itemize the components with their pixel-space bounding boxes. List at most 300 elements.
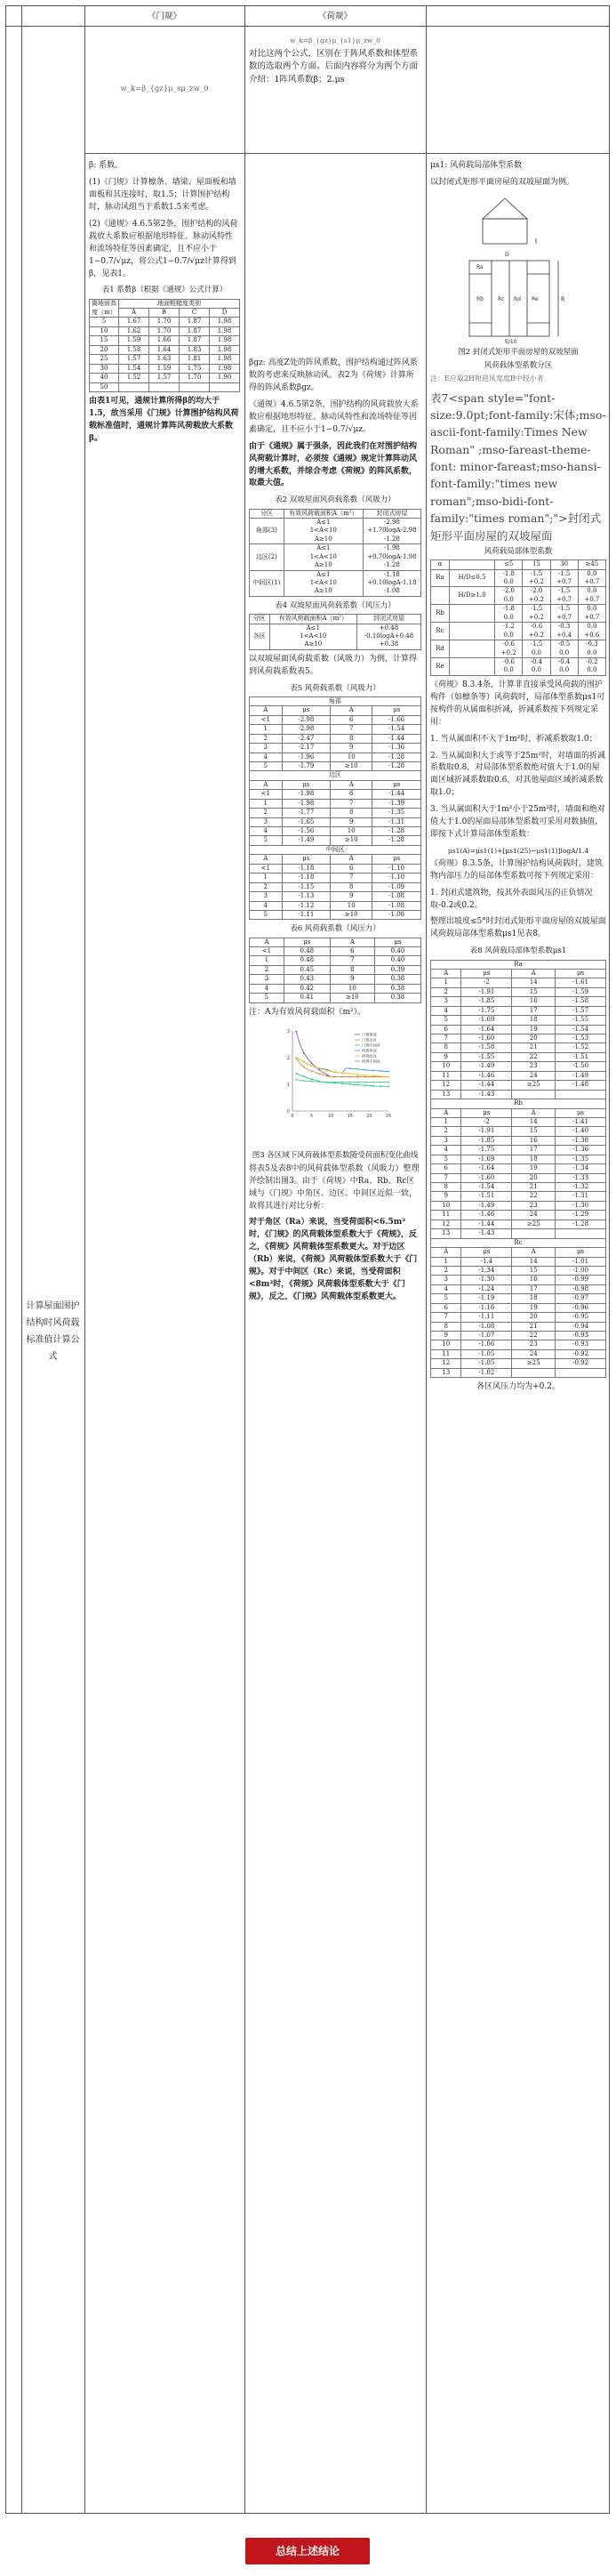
table5-cell: -1.39: [372, 799, 421, 808]
table3-cell: +0.48 -0.10logA+0.48 +0.38: [356, 624, 420, 649]
table5-cell: -1.10: [372, 864, 421, 873]
series-point: [372, 1081, 374, 1083]
table5-cell: 5: [250, 836, 283, 845]
table2-cell: 角部(3): [250, 518, 284, 543]
table8-row: [431, 1266, 606, 1275]
table8-cell: 9: [431, 1052, 461, 1061]
table1-cell: [149, 382, 180, 391]
table8-section-title: Rb: [431, 1099, 606, 1108]
table8-cell: 22: [512, 1332, 556, 1340]
table2-cell: 中间区(1): [250, 570, 284, 596]
table8-cell: 7: [431, 1034, 461, 1043]
table8: [430, 960, 606, 1379]
right-p3: 《荷规》8.3.4条，计算非直接承受风荷载的围护构件（如檩条等）风荷载时，局部体型系数μs1可按构件的从属面积折减，折减系数按下列规定采用：: [430, 680, 605, 727]
raw-markup-text: 表7<span style="font-size:9.0pt;font-family:宋体;mso-ascii-font-family:Times New Roman" ;mso-fareast-theme-font: minor-fareast;mso-hansi-font-family:"times new roman";mso-bidi-font-family:"times roman";">封闭式矩形平面房屋的双坡屋面: [430, 390, 606, 543]
table8-cell: 23: [512, 1340, 556, 1349]
table5-row: [250, 761, 421, 770]
table2-cell: -2.98 +1.70logA-2.98 -1.28: [363, 518, 420, 543]
table5-col-header: A: [250, 706, 283, 715]
table8-cell: -1.24: [461, 1284, 512, 1293]
table8-cell: ≥25: [512, 1359, 556, 1368]
table8-cell: 13: [431, 1090, 461, 1099]
table8-cell: 18: [512, 1155, 556, 1163]
table1-row: [90, 336, 240, 345]
table1-row: [90, 326, 240, 335]
table5-cell: <1: [250, 790, 283, 799]
series-point: [380, 1075, 381, 1077]
table7-col-header: ≤5: [495, 560, 523, 569]
table8-cell: 17: [512, 1284, 556, 1293]
table2-col-header: 有效风荷载面积A（m²）: [284, 509, 363, 518]
table1-cell: 1.98: [210, 336, 240, 345]
table5-section-title: 中间区: [250, 845, 421, 854]
table8-cell: -1.07: [461, 1332, 512, 1340]
table5-row: [250, 753, 421, 761]
right-p4a: 1. 封闭式建筑物，按其外表面风压的正负情况取-0.2或0.2。: [430, 888, 593, 910]
table6-cell: <1: [250, 947, 284, 956]
table8-section-title: Ra: [431, 960, 606, 969]
table7-cell: [431, 587, 450, 605]
table8-cell: -1.59: [556, 987, 606, 996]
table7-cell: -1.5 +0.7: [550, 569, 578, 587]
table2-row: [250, 544, 421, 570]
table5-section-title: 边区: [250, 771, 421, 780]
table6-cell: 3: [250, 975, 284, 984]
table8-cell: 10: [431, 1062, 461, 1071]
table1-cell: 1.66: [149, 336, 180, 345]
table6-cell: 9: [330, 975, 374, 984]
table8-cell: -1.69: [461, 1155, 512, 1163]
table8-row: [431, 1183, 606, 1192]
series-point: [349, 1081, 351, 1083]
table5-cell: <1: [250, 715, 283, 724]
men-column: [84, 157, 244, 453]
table8-cell: -1.91: [461, 987, 512, 996]
series-point: [303, 1066, 305, 1067]
table8-cell: 17: [512, 1146, 556, 1155]
table5-cell: 8: [331, 809, 372, 817]
table1-row: [90, 355, 240, 364]
x-tick-label: 5: [310, 1113, 314, 1119]
table7-cell: Rc: [431, 623, 450, 640]
table7-col-header: α: [431, 560, 450, 569]
table8-cell: -1.40: [556, 1127, 606, 1136]
table8-cell: 19: [512, 1303, 556, 1312]
table2-cell: A≤1 1<A<10 A≥10: [284, 570, 363, 596]
series-point: [311, 1065, 313, 1067]
header-col-men: 《门规》: [147, 12, 181, 21]
table8-col-header: μs: [556, 1248, 606, 1257]
table8-cell: 16: [512, 997, 556, 1006]
series-point: [388, 1085, 389, 1087]
table8-cell: 2: [431, 1127, 461, 1136]
table7: [430, 559, 606, 676]
table1-cell: 40: [90, 374, 119, 382]
table8-cell: -1.35: [556, 1155, 606, 1163]
table8-cell: 12: [431, 1359, 461, 1368]
table5-cell: -1.09: [372, 882, 421, 891]
table8-row: [431, 1052, 606, 1061]
table1-cell: 1.98: [210, 355, 240, 364]
table7-cell: -1.5 +0.7: [550, 605, 578, 623]
series-point: [364, 1081, 366, 1083]
table8-row: [431, 1062, 606, 1071]
formula-interp: μs1(A)=μs1(1)+[μs1(25)−μs1(1)]logA/1.4: [447, 847, 589, 856]
table6-cell: 2: [250, 965, 284, 974]
table8-cell: 12: [431, 1081, 461, 1090]
table1-cell: 1.54: [119, 364, 149, 373]
table8-cell: ≥25: [512, 1220, 556, 1228]
table6-cell: 10: [330, 984, 374, 993]
table8-cell: 14: [512, 1257, 556, 1266]
series-point: [357, 1068, 359, 1070]
table1-cell: 20: [90, 345, 119, 354]
series-point: [303, 1060, 305, 1062]
table8-row: [431, 1043, 606, 1052]
table8-cell: 11: [431, 1211, 461, 1220]
table5-cell: -1.13: [282, 892, 331, 901]
series-point: [326, 1069, 328, 1071]
table5-cell: ≥10: [331, 910, 372, 919]
table8-cell: -1.05: [461, 1349, 512, 1358]
table8-row: [431, 1146, 606, 1155]
series-point: [357, 1075, 359, 1077]
table8-row: [431, 1303, 606, 1312]
table8-cell: -1.61: [556, 978, 606, 987]
table8-cell: 11: [431, 1071, 461, 1080]
table8-cell: 4: [431, 1146, 461, 1155]
table5-cell: 4: [250, 901, 283, 910]
table6-cell: 1: [250, 956, 284, 965]
zone-rb-label: Rb: [476, 295, 484, 302]
table5-row: [250, 734, 421, 743]
table8-col-header: A: [431, 969, 461, 978]
legend-entry: 荷规边区: [362, 1053, 377, 1059]
series-point: [311, 1062, 313, 1064]
table8-row: [431, 987, 606, 996]
table8-cell: [556, 1229, 606, 1238]
table5-cell: -1.28: [372, 827, 421, 836]
table5-cell: -1.08: [372, 910, 421, 919]
legend-entry: 门规中间区: [362, 1042, 380, 1048]
series-point: [364, 1075, 366, 1077]
table2-col-header: 分区: [250, 509, 284, 518]
series-point: [318, 1073, 320, 1075]
series-point: [357, 1081, 359, 1083]
table8-cell: -1.46: [461, 1211, 512, 1220]
table6-cell: 6: [330, 947, 374, 956]
dim-e-label: E/10: [505, 338, 517, 345]
series-point: [318, 1068, 320, 1070]
table8-cell: 4: [431, 1006, 461, 1015]
table8-cell: 19: [512, 1164, 556, 1173]
legend-entry: 门规边区: [362, 1037, 377, 1042]
table2-cell: 边区(2): [250, 544, 284, 570]
table5-cell: 1: [250, 799, 283, 808]
table6-row: [250, 947, 421, 956]
table8-cell: 2: [431, 1266, 461, 1275]
table7-cell: [449, 605, 494, 623]
table2: [249, 509, 421, 597]
table7-cell: [449, 657, 494, 675]
table7-cell: Ra: [431, 569, 450, 587]
table8-col-header: A: [512, 969, 556, 978]
table1-cell: 1.98: [210, 318, 240, 326]
table1-cell: 1.87: [180, 326, 210, 335]
table8-cell: 2: [431, 987, 461, 996]
table8-cell: -1.41: [556, 1117, 606, 1126]
right-p1: μs1: 风荷载局部体型系数: [430, 161, 523, 170]
y-tick-label: 0: [286, 1108, 290, 1115]
table8-cell: 19: [512, 1025, 556, 1034]
table5-cell: 6: [331, 790, 372, 799]
table8-cell: -1.36: [556, 1146, 606, 1155]
table8-cell: 16: [512, 1276, 556, 1284]
series-point: [295, 1057, 297, 1059]
table8-cell: -1.60: [461, 1173, 512, 1182]
table1-cell: 50: [90, 382, 119, 391]
table8-cell: -1.44: [461, 1220, 512, 1228]
summarize-conclusions-button[interactable]: 总结上述结论: [245, 2538, 370, 2564]
table8-cell: 1: [431, 978, 461, 987]
table8-cell: 18: [512, 1294, 556, 1303]
table1-col-header: D: [210, 309, 240, 318]
y-tick-label: 2: [286, 1055, 290, 1061]
table3-caption: 表4 双坡屋面风荷载系数（风压力）: [275, 600, 396, 610]
right-p3a: 1. 当从属面积不大于1m²时，折减系数取1.0；: [430, 734, 597, 744]
table5-row: [250, 864, 421, 873]
fig3-caption: 图3 各区域下风荷载体型系数随受荷面积变化曲线: [252, 1150, 419, 1160]
table6-col-header: A: [330, 938, 374, 946]
table5-cell: 2: [250, 882, 283, 891]
table1-cell: 15: [90, 336, 119, 345]
table5-cell: 7: [331, 725, 372, 734]
table1-cell: 1.81: [180, 355, 210, 364]
table5-cell: -1.08: [372, 901, 421, 910]
table1-cell: 1.98: [210, 326, 240, 335]
table8-row: [431, 1340, 606, 1349]
table8-cell: 22: [512, 1052, 556, 1061]
dim-d-label: D: [505, 251, 509, 258]
table6-cell: 7: [330, 956, 374, 965]
table8-col-header: μs: [556, 969, 606, 978]
table8-cell: 12: [431, 1220, 461, 1228]
table8-cell: ≥25: [512, 1081, 556, 1090]
series-point: [303, 1052, 305, 1054]
table1-row: [90, 364, 240, 373]
table7-cell: Rb: [431, 605, 450, 623]
table8-cell: 17: [512, 1006, 556, 1015]
table5-cell: 1: [250, 873, 283, 882]
table8-cell: 14: [512, 1117, 556, 1126]
table8-cell: 15: [512, 987, 556, 996]
men-p2: (2)《通规》4.6.5第2条，围护结构的风荷载放大系数应根据地形特征、脉动风特性和流场特征等因素确定，且不应小于1−0.7/√μz，将公式1−0.7/√μz计算得到β，见表1。: [89, 219, 238, 278]
table8-cell: -0.93: [556, 1332, 606, 1340]
table1-row: [90, 345, 240, 354]
table8-cell: 21: [512, 1043, 556, 1052]
table8-cell: [512, 1090, 556, 1099]
table5-cell: -1.98: [282, 790, 331, 799]
table8-cell: -1.30: [461, 1276, 512, 1284]
table7-col-header: 30: [550, 560, 578, 569]
table2-cell: A≤1 1<A<10 A≥10: [284, 518, 363, 543]
table8-row: [431, 1006, 606, 1015]
x-tick-label: 0: [291, 1113, 294, 1119]
series-point: [388, 1070, 389, 1072]
table5-cell: 10: [331, 827, 372, 836]
table5-cell: -1.35: [372, 809, 421, 817]
table8-cell: -1.49: [461, 1062, 512, 1071]
series-point: [341, 1075, 343, 1077]
table1-cell: 1.59: [119, 336, 149, 345]
table3-cell: A≤1 1<A<10 A≥10: [269, 624, 356, 649]
series-point: [380, 1085, 381, 1087]
table5-caption: 表5 风荷载系数（风吸力）: [290, 683, 380, 693]
table1-cell: 1.70: [149, 318, 180, 326]
right-p4: 《荷规》8.3.5条，计算围护结构风荷载时，建筑物内部压力的局部体型系数可按下列规定采用：: [430, 858, 603, 881]
table5-cell: -1.56: [282, 827, 331, 836]
series-point: [341, 1083, 343, 1084]
table7-cell: -2.0 0.0: [495, 587, 523, 605]
table6-cell: 0.48: [284, 956, 330, 965]
table2-cell: -1.18 +0.10logA-1.18 -1.08: [363, 570, 420, 596]
table8-row: [431, 1090, 606, 1099]
table8-cell: 7: [431, 1313, 461, 1322]
table6-cell: 0.40: [374, 947, 420, 956]
fig3-chart: [273, 1024, 397, 1148]
table6-row: [250, 984, 421, 993]
table8-cell: 24: [512, 1071, 556, 1080]
table1-cell: 1.57: [149, 374, 180, 382]
table7-cell: -1.8 0.0: [495, 569, 523, 587]
table8-cell: 3: [431, 997, 461, 1006]
table7-cell: 0.0 +0.7: [578, 587, 605, 605]
table8-cell: -1.91: [461, 1127, 512, 1136]
table5-cell: 8: [331, 734, 372, 743]
series-point: [364, 1074, 366, 1075]
table6-cell: 0.42: [284, 984, 330, 993]
table8-cell: -0.92: [556, 1359, 606, 1368]
men-p1: (1)《门规》计算檩条、墙梁、屋面板和墙面板和其连接时，取1.5；计算围护结构时，脉动风组当于系数1.5来考虑。: [89, 177, 236, 212]
series-point: [303, 1080, 305, 1082]
table2-cell: A≤1 1<A<10 A≥10: [284, 544, 363, 570]
table5-row: [250, 892, 421, 901]
section-label: 计算屋面围护结构时风荷载标准值计算公式: [26, 1301, 80, 1362]
table8-col-header: A: [431, 1108, 461, 1117]
table8-cell: -1.16: [461, 1303, 512, 1312]
table1-cell: 1.58: [119, 345, 149, 354]
table8-cell: 5: [431, 1294, 461, 1303]
table5-cell: -2.98: [282, 715, 331, 724]
fig2-note: 注：E应取2H和迎风宽度B中较小者: [430, 374, 544, 383]
table1-cell: 1.98: [210, 345, 240, 354]
table3-col-header: 有效风荷载面积A（m²）: [269, 615, 356, 624]
table6-col-header: μs: [284, 938, 330, 946]
series-point: [295, 1030, 297, 1032]
table8-cell: 9: [431, 1192, 461, 1201]
table1-row: [90, 318, 240, 326]
table8-cell: [556, 1368, 606, 1377]
table5-cell: 10: [331, 753, 372, 761]
table1-cell: 1.87: [180, 318, 210, 326]
table1-row: [90, 374, 240, 382]
table6-caption: 表6 风荷载系数（风压力）: [290, 924, 380, 934]
table5: [249, 696, 421, 921]
table8-cell: -1.58: [461, 1043, 512, 1052]
table8-cell: -1.75: [461, 1006, 512, 1015]
series-point: [295, 1073, 297, 1075]
table1-height-header: 离地面高度（m）: [90, 299, 119, 318]
table6-cell: 0.38: [374, 984, 420, 993]
series-point: [326, 1082, 328, 1083]
table8-row: [431, 1164, 606, 1173]
table2-col-header: 封闭式房屋: [363, 509, 420, 518]
table5-cell: 1: [250, 725, 283, 734]
table8-cell: -1.85: [461, 1136, 512, 1145]
table8-cell: -1.55: [556, 1016, 606, 1025]
table5-cell: -1.12: [282, 901, 331, 910]
table8-cell: 6: [431, 1303, 461, 1312]
table8-cell: -1.50: [556, 1062, 606, 1071]
table5-cell: 9: [331, 817, 372, 826]
table5-col-header: μs: [372, 780, 421, 789]
table5-cell: -1.79: [282, 761, 331, 770]
table8-cell: -1.34: [556, 1164, 606, 1173]
table8-cell: -1.64: [461, 1025, 512, 1034]
table8-cell: 6: [431, 1025, 461, 1034]
table1-cell: 1.52: [119, 374, 149, 382]
table8-cell: -1.32: [556, 1183, 606, 1192]
divider: [84, 153, 609, 154]
table6-cell: 8: [330, 965, 374, 974]
fig2-diagram: [452, 194, 585, 345]
table1-row: [90, 382, 240, 391]
table7-cell: -1.8 0.0: [495, 605, 523, 623]
table7-cell: Rd: [431, 640, 450, 658]
table5-col-header: μs: [372, 706, 421, 715]
table7-row: [431, 587, 606, 605]
table6-cell: 0.39: [374, 965, 420, 974]
table5-cell: -1.08: [372, 892, 421, 901]
formula-he: w_k=β_{gz}μ_{s1}μ_zw_0: [290, 36, 380, 44]
table8-cell: -1.44: [461, 1081, 512, 1090]
table2-cell: -1.98 +0.70logA-1.98 -1.28: [363, 544, 420, 570]
table6-row: [250, 956, 421, 965]
right-p3c: 3. 当从属面积大于1m²小于25m²时，墙面和绝对值大于1.0的屋面局部体型系数可采用对数插值，即按下式计算局部体型系数：: [430, 805, 605, 840]
table7-cell: -1.2 0.0: [495, 623, 523, 640]
table8-row: [431, 1276, 606, 1284]
he-p2: 《通规》4.6.5第2条，围护结构的风荷载放大系数应根据地形特征、脉动风特性和流场特征等因素确定，且不应小于1−0.7/√μz。: [249, 399, 419, 434]
right-p3b: 2. 当从属面积大于或等于25m²时，对墙面的折减系数取0.8，对局部体型系数绝对值大于1.0的屋面区域折减系数取0.6，对其他屋面区域折减系数取1.0；: [430, 751, 606, 798]
series-point: [341, 1081, 343, 1083]
table1-cell: 1.90: [210, 374, 240, 382]
table8-row: [431, 1349, 606, 1358]
table7-cell: -0.4 0.0: [523, 657, 550, 675]
table8-col-header: A: [512, 1108, 556, 1117]
table8-cell: -0.92: [556, 1349, 606, 1358]
table8-cell: 8: [431, 1043, 461, 1052]
table8-cell: [512, 1368, 556, 1377]
table7-cell: 0.0 +0.6: [578, 623, 605, 640]
table8-cell: -0.94: [556, 1322, 606, 1331]
table8-cell: -0.98: [556, 1284, 606, 1293]
table1-cell: 1.67: [119, 318, 149, 326]
table8-cell: -0.99: [556, 1276, 606, 1284]
table5-cell: -1.10: [372, 873, 421, 882]
table8-cell: -1.54: [556, 1025, 606, 1034]
table5-col-header: A: [331, 706, 372, 715]
comparison-table: [5, 5, 610, 2514]
